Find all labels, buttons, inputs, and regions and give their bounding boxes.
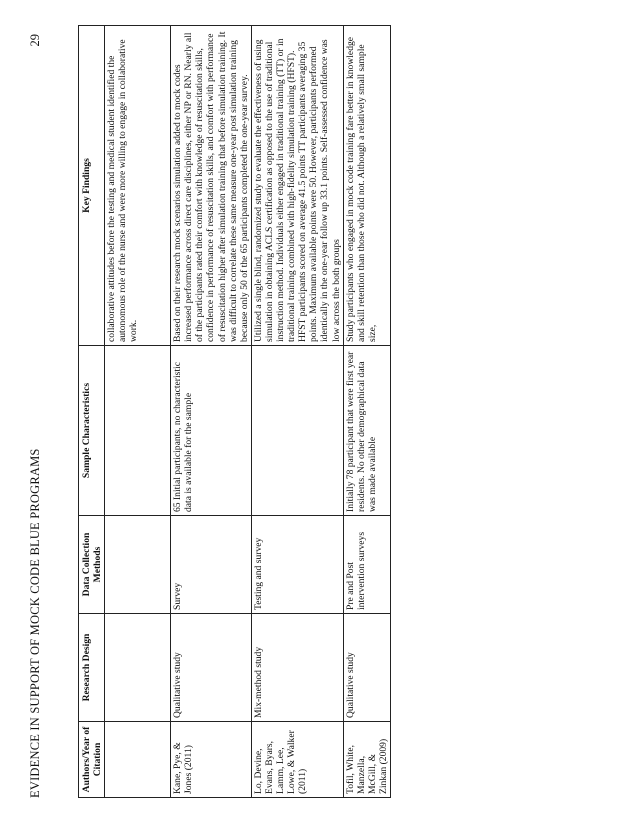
cell-authors: Kane, Pye, & Jones (2011)	[171, 722, 252, 798]
cell-findings: collaborative attitudes before the testing and medical student identified the autonomous role of the nurse and were more willing to engage in collaborative work.	[105, 26, 171, 346]
cell-findings: Study participants who engaged in mock code training fare better in knowledge and skill retention than those who did not. Although a relatively small sample size,	[343, 26, 390, 346]
running-head: EVIDENCE IN SUPPORT OF MOCK CODE BLUE PROGRAMS	[28, 448, 42, 798]
cell-authors	[105, 722, 171, 798]
header-key-findings: Key Findings	[79, 26, 105, 346]
header-authors: Authors/Year of Citation	[79, 722, 105, 798]
cell-authors: Lo, Devine, Evans, Byars, Lamm, Lee, Lowe, & Walker (2011)	[251, 722, 343, 798]
cell-design: Qualitative study	[343, 614, 390, 722]
cell-sample	[105, 346, 171, 516]
cell-data-collection: Testing and survey	[251, 516, 343, 614]
cell-data-collection	[105, 516, 171, 614]
cell-findings: Based on their research mock scenarios simulation added to mock codes increased performance across direct care disciplines, either NP or RN. Nearly all of the participants rated their comfort with knowledge of resuscitation skills, confidence in performance of resuscitation skills, and comfort with performance of resuscitation higher after simulation training that before simulation training. It was difficult to correlate these same measure one-year post simulation training because only 50 of the 65 participants completed the one-year survey.	[171, 26, 252, 346]
header-research-design: Research Design	[79, 614, 105, 722]
evidence-table	[78, 25, 391, 798]
cell-data-collection: Survey	[171, 516, 252, 614]
page-number: 29	[28, 34, 42, 47]
header-data-collection: Data Collection Methods	[79, 516, 105, 614]
cell-findings: Utilized a single blind, randomized study to evaluate the effectiveness of using simulation in obtaining ACLS certification as opposed to the use of traditional instruction method. Individuals either engaged in traditional training (TT) or in traditional training combined with high-fidelity simulation training (HFST). HFST participants scored on average 41.5 points TT participants averaging 35 points. Maximum available points were 50. However, participants performed identically in the one-year follow up 33.1 points. Self-assessed confidence was low across the both groups	[251, 26, 343, 346]
header-sample: Sample Characteristics	[79, 346, 105, 516]
table-row	[105, 26, 171, 798]
cell-authors: Tofil, White, Manzella, McGill, & Zinkan (2009)	[343, 722, 390, 798]
cell-design	[105, 614, 171, 722]
cell-design: Mix-method study	[251, 614, 343, 722]
cell-sample	[251, 346, 343, 516]
table-row	[251, 26, 343, 798]
cell-design: Qualitative study	[171, 614, 252, 722]
cell-sample: 65 Initial participants, no characteristic data is available for the sample	[171, 346, 252, 516]
cell-sample: Initially 78 participant that were first year residents. No other demographical data was made available	[343, 346, 390, 516]
table-row	[343, 26, 390, 798]
table-row	[171, 26, 252, 798]
cell-data-collection: Pre and Post intervention surveys	[343, 516, 390, 614]
table-header-row	[79, 26, 105, 798]
